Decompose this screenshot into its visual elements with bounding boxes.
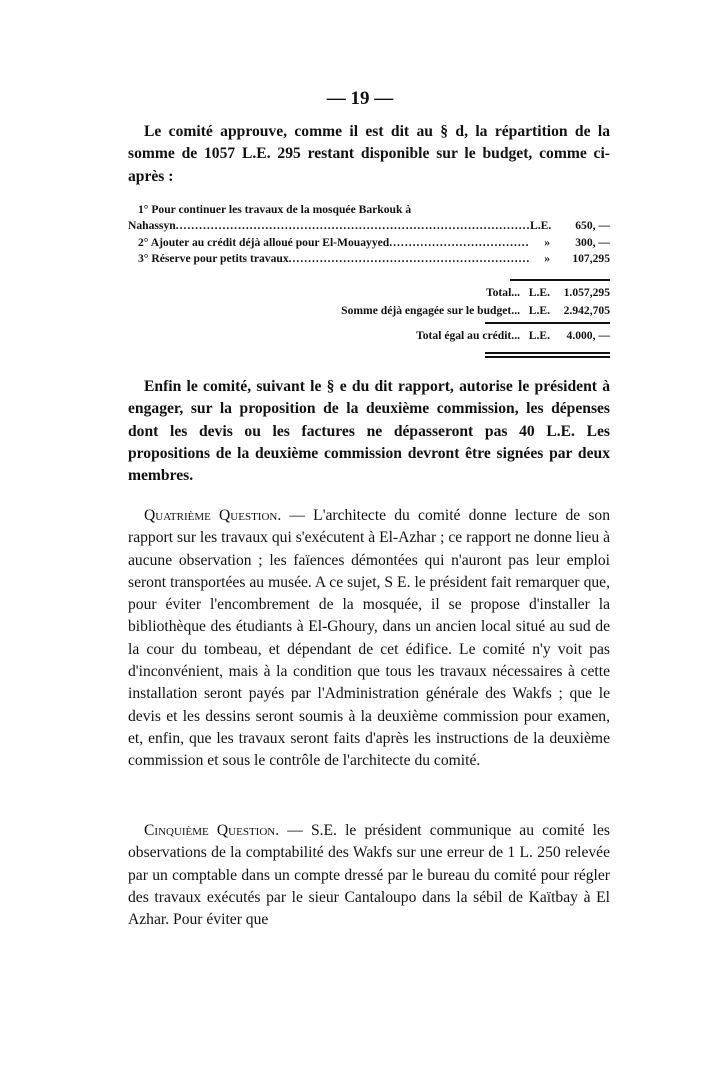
item-1-currency: L.E. bbox=[530, 219, 552, 233]
intro-paragraph bbox=[128, 121, 610, 188]
leader-dots bbox=[176, 218, 530, 234]
engaged-label: Somme déjà engagée sur le budget... bbox=[341, 304, 520, 317]
leader-dots bbox=[389, 235, 530, 251]
item-1-row bbox=[128, 218, 610, 234]
final-rule-1 bbox=[485, 352, 610, 354]
question-5-text: — S.E. le président communique au comité les observations de la comptabilité des Wakfs sur une erreur de 1 L. 250 relevée par un comptable dans un compte dressé par le bureau du comité pour régler des travaux exécutés par le sieur Cantaloupo dans la sébil de Kaïtbay à El Azhar. Pour éviter que bbox=[128, 822, 610, 929]
item-3-amount: 107,295 bbox=[572, 252, 610, 266]
question-5-paragraph bbox=[128, 820, 610, 931]
engaged-amount: 2.942,705 bbox=[563, 304, 610, 317]
item-2-amount: 300, — bbox=[575, 235, 610, 249]
enfin-text: Enfin le comité, suivant le § e du dit rapport, autorise le président à engager, sur la proposition de la deuxième commission, les dépenses dont les devis ou les factures ne dépasseront pas 40 L.E. Les propositions de la deuxième commission devront être signées par deux membres. bbox=[128, 378, 610, 485]
intro-text: Le comité approuve, comme il est dit au § d, la répartition de la somme de 1057 L.E. 295 restant disponible sur le budget, comme ci-après : bbox=[128, 123, 610, 185]
enfin-paragraph bbox=[128, 376, 610, 487]
total-currency: L.E. bbox=[528, 286, 550, 299]
final-rule-2 bbox=[485, 356, 610, 358]
item-1-line1: 1° Pour continuer les travaux de la mosquée Barkouk à bbox=[138, 203, 412, 216]
allocation-list bbox=[128, 202, 610, 268]
item-3-label: 3° Réserve pour petits travaux bbox=[138, 252, 289, 266]
credit-label: Total égal au crédit... bbox=[416, 329, 520, 342]
question-4-heading: Quatrième Question. bbox=[144, 507, 282, 524]
item-3-row bbox=[128, 251, 610, 267]
credit-currency: L.E. bbox=[528, 329, 550, 342]
totals-block bbox=[128, 286, 610, 342]
subtotal-rule bbox=[510, 279, 610, 281]
engaged-row bbox=[128, 304, 610, 317]
item-1-amount: 650, — bbox=[575, 219, 610, 233]
question-4-paragraph bbox=[128, 505, 610, 773]
item-1-line2: Nahassyn bbox=[128, 219, 176, 233]
item-3-currency: » bbox=[544, 252, 550, 266]
total-rule bbox=[485, 322, 610, 324]
question-5-heading: Cinquième Question. bbox=[144, 822, 280, 839]
item-2-row bbox=[128, 235, 610, 251]
credit-row bbox=[128, 329, 610, 342]
total-amount: 1.057,295 bbox=[563, 286, 610, 299]
item-2-currency: » bbox=[544, 235, 550, 249]
credit-amount: 4.000, — bbox=[566, 329, 610, 342]
engaged-currency: L.E. bbox=[528, 304, 550, 317]
page-number: — 19 — bbox=[326, 88, 394, 109]
item-2-label: 2° Ajouter au crédit déjà alloué pour El-Mouayyed bbox=[138, 235, 390, 249]
total-label: Total... bbox=[485, 286, 520, 299]
leader-dots bbox=[289, 251, 530, 267]
total-row bbox=[128, 286, 610, 299]
question-4-text: — L'architecte du comité donne lecture de son rapport sur les travaux qui s'exécutent à El-Azhar ; ce rapport ne donne lieu à aucune observation ; les faïences démontées qui n'auront pas leur emploi seront transportées au musée. A ce sujet, S E. le président fait remarquer que, pour éviter l'encombrement de la mosquée, il se propose d'installer la bibliothèque des étudiants à El-Ghoury, dans un ancien local situé au sud de la cour du tombeau, et dépendant de cet édifice. Le comité n'y voit pas d'inconvénient, mais à la condition que tous les travaux nécessaires à cette installation seront payés par l'Administration générale des Wakfs ; que le devis et les dessins seront soumis à la deuxième commission pour examen, et, enfin, que les travaux seront faits d'après les instructions de la deuxième commission et sous le contrôle de l'architecte du comité. bbox=[128, 507, 611, 770]
